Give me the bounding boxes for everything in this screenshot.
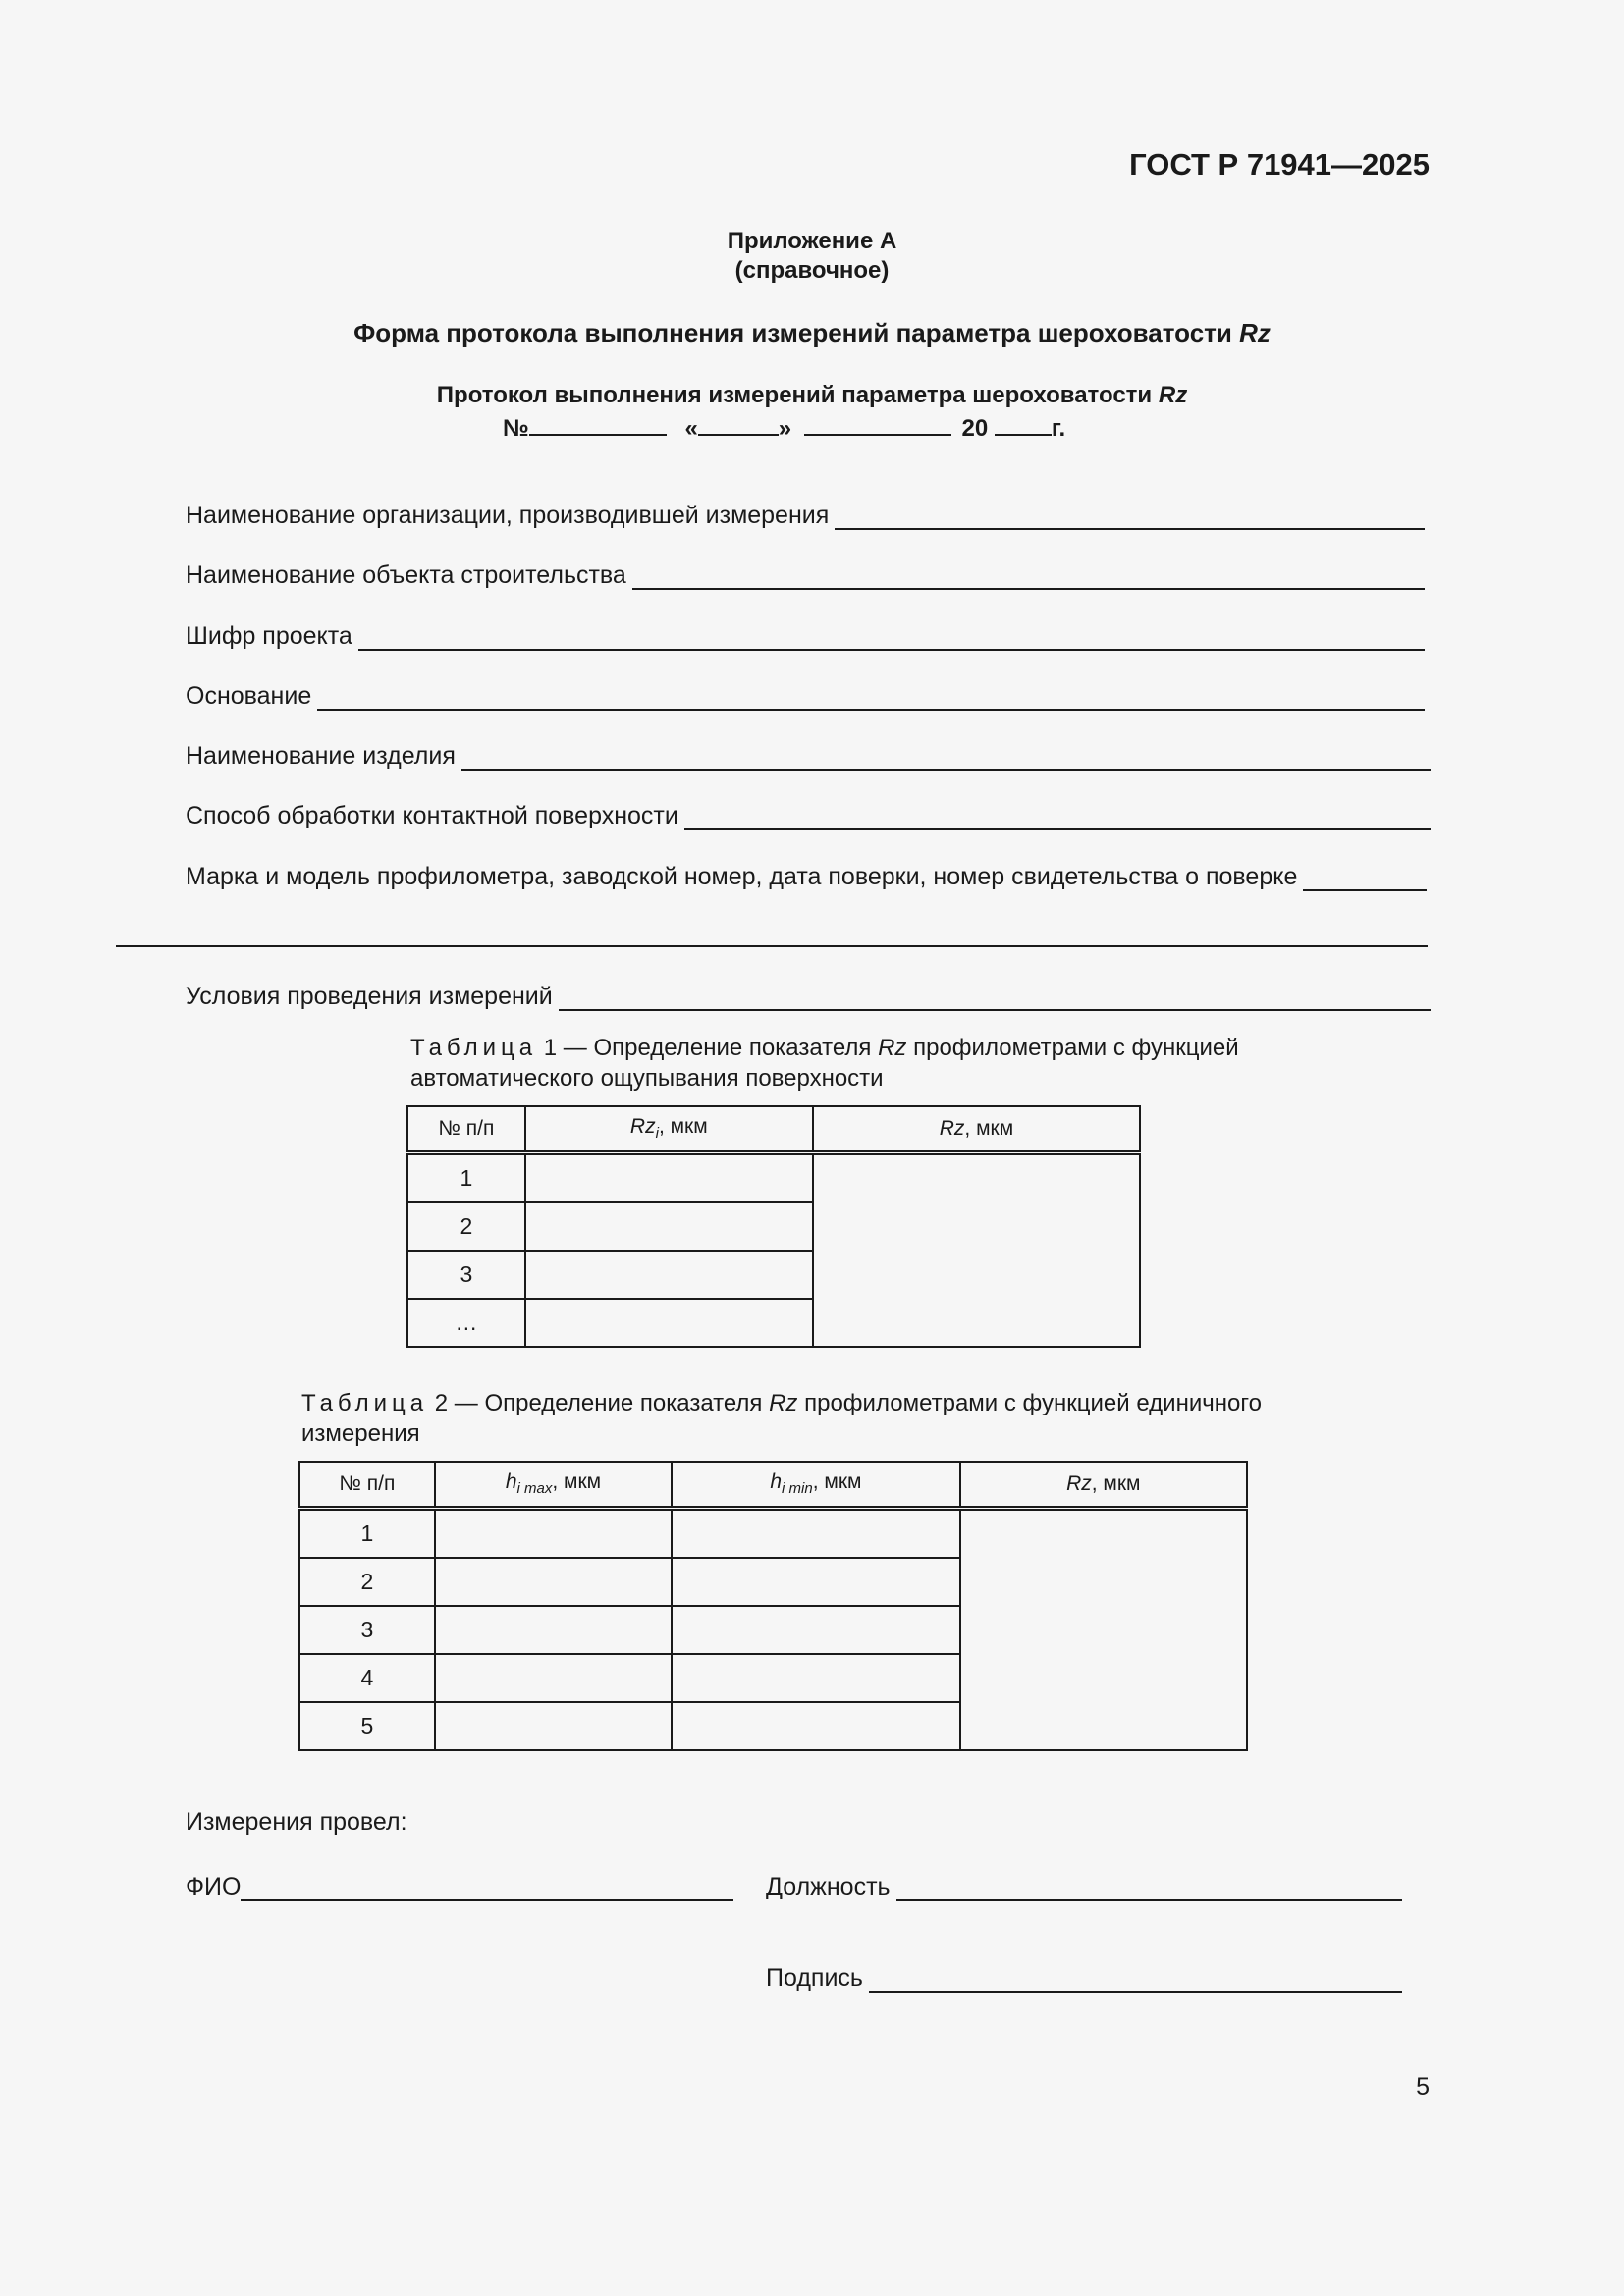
protocol-title-var: Rz: [1158, 382, 1188, 408]
field-fio: [186, 1868, 733, 1901]
field-cipher-blank[interactable]: [358, 623, 1425, 651]
form-title: [0, 318, 1624, 348]
year-suffix: г.: [1051, 415, 1066, 442]
table2-row-number: 1: [299, 1509, 435, 1559]
field-product-label: Наименование изделия: [186, 742, 456, 770]
field-conditions-label: Условия проведения измерений: [186, 983, 553, 1010]
field-object: [186, 557, 1425, 590]
form-title-text: Форма протокола выполнения измерений параметра шероховатости: [353, 318, 1240, 347]
protocol-title-text: Протокол выполнения измерений параметра шероховатости: [436, 382, 1159, 408]
table2-header-row: [299, 1462, 1247, 1509]
table2-hmin-cell[interactable]: [672, 1509, 959, 1559]
table-row: [407, 1153, 1140, 1203]
table1-caption-a: 1 — Определение показателя: [537, 1035, 879, 1061]
field-signature-blank[interactable]: [869, 1965, 1402, 1993]
table1-caption-b: профилометрами с функцией: [906, 1035, 1239, 1061]
table1-rzi-cell[interactable]: [525, 1299, 813, 1347]
field-organization: [186, 497, 1425, 530]
table1-rzi-cell[interactable]: [525, 1251, 813, 1299]
table1-col-rz: Rz, мкм: [813, 1106, 1140, 1153]
table2-caption: [301, 1388, 1262, 1449]
table2-row-number: 5: [299, 1702, 435, 1750]
table2-hmax-cell[interactable]: [435, 1509, 673, 1559]
field-position-blank[interactable]: [896, 1874, 1402, 1901]
table2-caption-a: 2 — Определение показателя: [428, 1390, 770, 1416]
field-basis-label: Основание: [186, 682, 312, 710]
table1-col-rzi: $Rz_i$, мкм: [525, 1106, 813, 1153]
field-organization-blank[interactable]: [835, 503, 1425, 530]
field-conditions-blank[interactable]: [559, 984, 1431, 1011]
field-basis-blank[interactable]: [317, 683, 1425, 711]
table-row: [299, 1509, 1247, 1559]
table2-col-hmin: $h_{i min}$, мкм: [672, 1462, 959, 1509]
table2: [298, 1461, 1248, 1751]
field-method: [186, 797, 1431, 830]
field-signature-label: Подпись: [766, 1964, 863, 1992]
table2-label: Таблица: [301, 1390, 429, 1416]
table1-rzi-cell[interactable]: [525, 1202, 813, 1251]
year-blank[interactable]: [995, 412, 1052, 436]
appendix-title: Приложение А: [727, 228, 897, 254]
day-blank[interactable]: [698, 412, 779, 436]
table1-caption-line2: автоматического ощупывания поверхности: [410, 1065, 884, 1092]
field-position: [766, 1868, 1402, 1901]
table1-rzi-cell[interactable]: [525, 1153, 813, 1203]
quote-close: »: [778, 415, 792, 442]
field-organization-label: Наименование организации, производившей измерения: [186, 502, 830, 529]
month-blank[interactable]: [804, 412, 951, 436]
table1-header-row: [407, 1106, 1140, 1153]
table2-col-number: № п/п: [299, 1462, 435, 1509]
table2-col-hmax: $h_{i max}$, мкм: [435, 1462, 673, 1509]
table2-row-number: 4: [299, 1654, 435, 1702]
field-product-blank[interactable]: [461, 743, 1431, 771]
table1-row-number: 3: [407, 1251, 525, 1299]
table2-hmax-cell[interactable]: [435, 1558, 673, 1606]
year-prefix: 20: [961, 415, 989, 442]
standard-number: ГОСТ Р 71941—2025: [1129, 147, 1430, 182]
field-fio-blank[interactable]: [241, 1874, 733, 1901]
quote-open: «: [684, 415, 698, 442]
table2-hmin-cell[interactable]: [672, 1558, 959, 1606]
table1-rz-cell[interactable]: [813, 1153, 1140, 1348]
field-conditions: [186, 978, 1431, 1011]
table2-caption-line2: измерения: [301, 1420, 420, 1447]
table2-hmin-cell[interactable]: [672, 1606, 959, 1654]
table2-hmax-cell[interactable]: [435, 1654, 673, 1702]
field-basis: [186, 677, 1425, 711]
table1-row-number: …: [407, 1299, 525, 1347]
table2-hmax-cell[interactable]: [435, 1606, 673, 1654]
protocol-title: [0, 382, 1624, 409]
table2-row-number: 3: [299, 1606, 435, 1654]
table2-hmax-cell[interactable]: [435, 1702, 673, 1750]
field-fio-label: ФИО: [186, 1873, 242, 1900]
field-product: [186, 737, 1431, 771]
table2-col-rz: Rz, мкм: [960, 1462, 1247, 1509]
field-cipher: [186, 617, 1425, 651]
table2-row-number: 2: [299, 1558, 435, 1606]
field-profilometer-label: Марка и модель профилометра, заводской номер, дата поверки, номер свидетельства о поверке: [186, 863, 1298, 890]
appendix-note: (справочное): [734, 257, 890, 284]
field-cipher-label: Шифр проекта: [186, 622, 352, 650]
table2-rz-cell[interactable]: [960, 1509, 1247, 1751]
number-sign: №: [503, 415, 529, 442]
field-object-blank[interactable]: [632, 562, 1425, 590]
protocol-number-blank[interactable]: [529, 412, 667, 436]
performed-by-label: Измерения провел:: [186, 1808, 407, 1836]
field-position-label: Должность: [766, 1873, 891, 1900]
table1-row-number: 1: [407, 1153, 525, 1203]
field-method-blank[interactable]: [684, 803, 1431, 830]
page-number: 5: [1416, 2073, 1430, 2101]
table2-caption-b: профилометрами с функцией единичного: [797, 1390, 1262, 1416]
table1: [406, 1105, 1141, 1348]
form-title-var: Rz: [1239, 318, 1271, 347]
field-signature: [766, 1959, 1402, 1993]
field-profilometer-blank[interactable]: [1303, 864, 1427, 891]
field-profilometer-continuation-blank[interactable]: [116, 945, 1428, 947]
field-profilometer: [186, 858, 1427, 891]
field-object-label: Наименование объекта строительства: [186, 561, 626, 589]
table2-hmin-cell[interactable]: [672, 1702, 959, 1750]
table1-col-number: № п/п: [407, 1106, 525, 1153]
field-method-label: Способ обработки контактной поверхности: [186, 802, 678, 829]
protocol-number-line: [503, 412, 1065, 443]
table1-label: Таблица: [410, 1035, 538, 1061]
table1-caption-var: Rz: [878, 1035, 907, 1061]
table1-caption: [410, 1033, 1239, 1094]
table2-caption-var: Rz: [769, 1390, 798, 1416]
table1-row-number: 2: [407, 1202, 525, 1251]
table2-hmin-cell[interactable]: [672, 1654, 959, 1702]
